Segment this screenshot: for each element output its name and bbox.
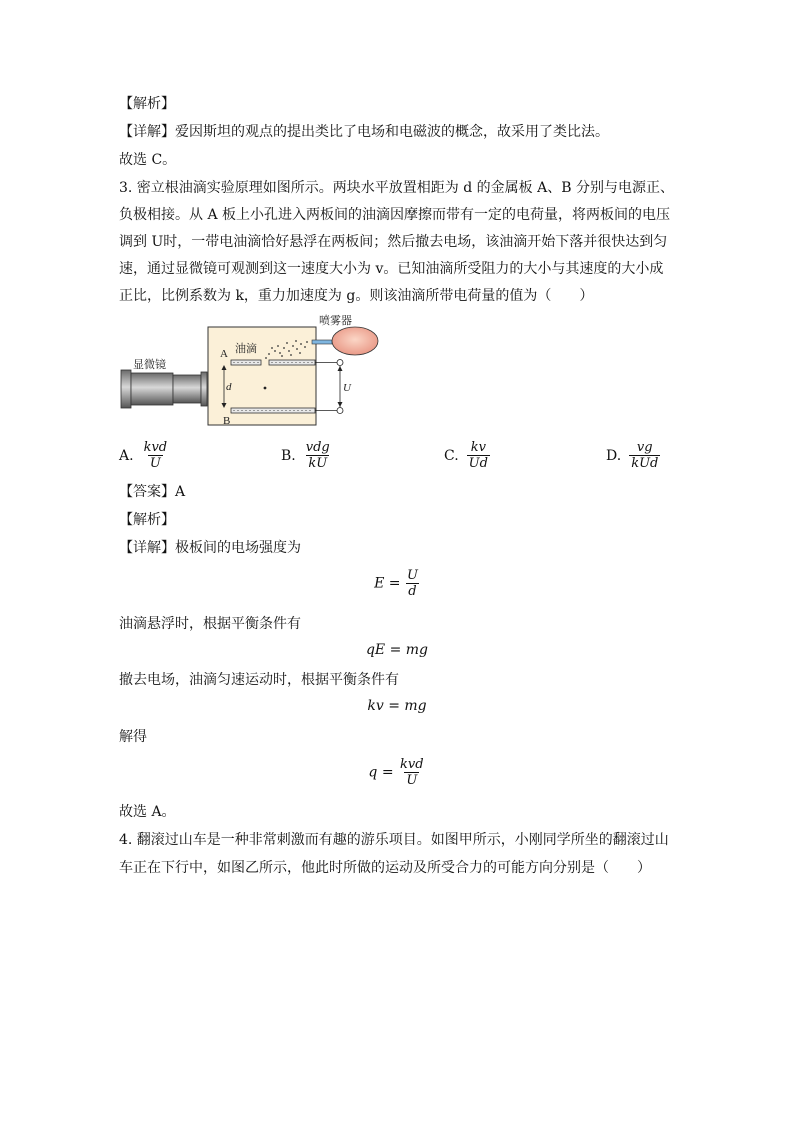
q3-line-4: 速，通过显微镜可观测到这一速度大小为 v。已知油滴所受阻力的大小与其速度的大小成 bbox=[119, 261, 664, 277]
text-3: 撤去电场，油滴匀速运动时，根据平衡条件有 bbox=[119, 672, 399, 688]
sprayer-bulb bbox=[332, 327, 378, 355]
option-c-den: Ud bbox=[468, 456, 488, 471]
q3-line-3: 调到 U时，一带电油滴恰好悬浮在两板间；然后撤去电场，该油滴开始下落并很快达到匀 bbox=[119, 234, 668, 250]
text-4: 解得 bbox=[119, 729, 147, 745]
sprayer-label: 喷雾器 bbox=[319, 315, 352, 327]
q4-line-1: 4. 翻滚过山车是一种非常刺激而有趣的游乐项目。如图甲所示，小刚同学所坐的翻滚过山 bbox=[119, 832, 669, 848]
option-b-num: vdg bbox=[305, 440, 330, 455]
option-c-num: kv bbox=[470, 440, 486, 455]
choose-2: 故选 A。 bbox=[119, 804, 176, 820]
option-d-label: D. bbox=[606, 447, 622, 464]
equation-1-num: U bbox=[406, 568, 418, 583]
equation-1 bbox=[0, 568, 794, 599]
equation-2: qE = mg bbox=[365, 642, 429, 658]
equation-4-den: U bbox=[406, 773, 418, 788]
option-d bbox=[606, 440, 660, 471]
q4-line-2: 车正在下行中，如图乙所示，他此时所做的运动及所受合力的可能方向分别是（ ） bbox=[119, 860, 651, 876]
answer: 【答案】A bbox=[119, 484, 186, 500]
detail-2: 【详解】极板间的电场强度为 bbox=[119, 540, 301, 556]
option-d-den: kUd bbox=[631, 456, 659, 471]
u-label: U bbox=[343, 382, 351, 394]
equation-4-num: kvd bbox=[400, 757, 424, 772]
option-b bbox=[281, 440, 332, 471]
equation-4 bbox=[0, 757, 794, 788]
option-a-label: A. bbox=[119, 447, 134, 464]
option-b-den: kU bbox=[308, 456, 328, 471]
sprayer-nozzle bbox=[312, 340, 332, 344]
analysis-tag-2: 【解析】 bbox=[119, 512, 175, 528]
equation-1-lhs: E = bbox=[374, 575, 401, 592]
q3-line-2: 负极相接。从 A 板上小孔进入两板间的油滴因摩擦而带有一定的电荷量，将两板间的电压 bbox=[119, 207, 671, 223]
microscope-label: 显微镜 bbox=[133, 359, 166, 371]
option-a-num: kvd bbox=[143, 440, 168, 455]
analysis-tag-1: 【解析】 bbox=[119, 96, 175, 112]
q3-line-1: 3. 密立根油滴实验原理如图所示。两块水平放置相距为 d 的金属板 A、B 分别与电源正、 bbox=[119, 180, 674, 196]
oil-drop bbox=[264, 387, 267, 390]
option-c-label: C. bbox=[444, 447, 459, 464]
d-label: d bbox=[226, 381, 232, 393]
choose-1: 故选 C。 bbox=[119, 152, 177, 168]
detail-1: 【详解】爱因斯坦的观点的提出类比了电场和电磁波的概念，故采用了类比法。 bbox=[119, 124, 609, 140]
text-2: 油滴悬浮时，根据平衡条件有 bbox=[119, 616, 301, 632]
option-b-label: B. bbox=[281, 447, 296, 464]
equation-4-lhs: q = bbox=[368, 764, 394, 781]
microscope-body bbox=[121, 370, 131, 408]
q3-line-5: 正比，比例系数为 k，重力加速度为 g。则该油滴所带电荷量的值为（ ） bbox=[119, 288, 594, 304]
option-a bbox=[119, 440, 169, 471]
terminal-bottom bbox=[337, 408, 343, 414]
terminal-top bbox=[337, 360, 343, 366]
option-d-num: vg bbox=[636, 440, 653, 455]
option-a-den: U bbox=[149, 456, 161, 471]
plate-a-label: A bbox=[220, 348, 228, 360]
oil-drop-label: 油滴 bbox=[235, 343, 257, 355]
equation-3: kv = mg bbox=[367, 698, 427, 714]
plate-b-label: B bbox=[223, 415, 231, 427]
millikan-figure bbox=[119, 312, 389, 430]
option-c bbox=[444, 440, 490, 471]
equation-1-den: d bbox=[408, 584, 417, 599]
